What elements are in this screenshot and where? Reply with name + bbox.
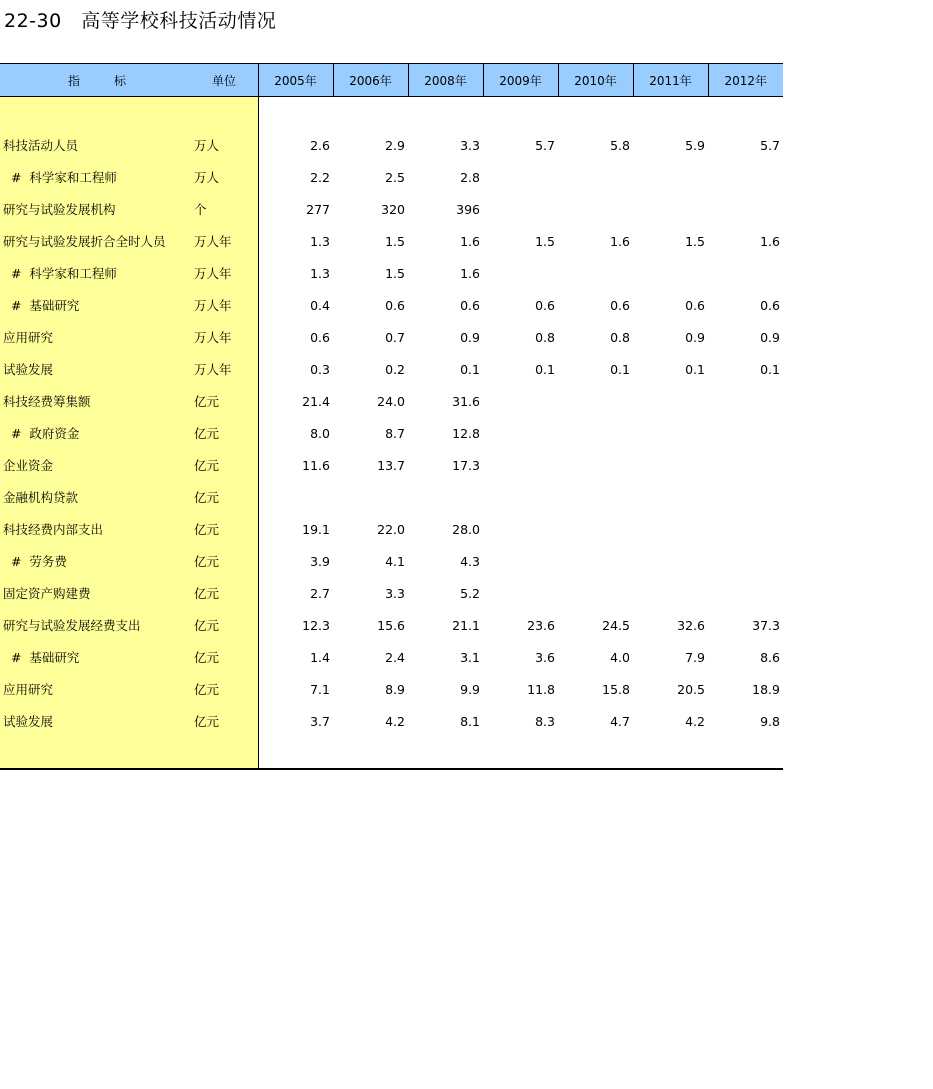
value-cell: 1.6 xyxy=(610,233,630,249)
unit-cell: 亿元 xyxy=(192,641,258,673)
value-cell: 1.6 xyxy=(460,265,480,281)
value-cell xyxy=(558,481,633,513)
value-cell: 1.5 xyxy=(535,233,555,249)
value-cell: 8.9 xyxy=(385,681,405,697)
value-cell xyxy=(633,161,708,193)
value-cell xyxy=(708,481,783,513)
value-cell: 5.9 xyxy=(685,137,705,153)
header-row xyxy=(0,64,783,97)
value-cell: 2.9 xyxy=(385,137,405,153)
value-cell xyxy=(633,193,708,225)
value-cell: 17.3 xyxy=(452,457,480,473)
table-row xyxy=(0,641,783,673)
value-cell: 0.8 xyxy=(535,329,555,345)
table-row xyxy=(0,129,783,161)
value-cell xyxy=(708,513,783,545)
unit-cell: 万人年 xyxy=(192,225,258,257)
year-header: 2006年 xyxy=(333,64,408,97)
value-cell xyxy=(708,417,783,449)
table-row xyxy=(0,705,783,737)
value-cell: 0.7 xyxy=(385,329,405,345)
value-cell: 1.5 xyxy=(385,265,405,281)
value-cell xyxy=(483,193,558,225)
value-cell: 3.6 xyxy=(535,649,555,665)
value-cell xyxy=(483,513,558,545)
table-row xyxy=(0,449,783,481)
value-cell: 2.7 xyxy=(310,585,330,601)
value-cell: 12.8 xyxy=(452,425,480,441)
value-cell: 4.7 xyxy=(610,713,630,729)
value-cell: 23.6 xyxy=(527,617,555,633)
value-cell: 0.4 xyxy=(310,297,330,313)
value-cell xyxy=(558,577,633,609)
value-cell xyxy=(483,545,558,577)
value-cell: 15.8 xyxy=(602,681,630,697)
table-row xyxy=(0,513,783,545)
value-cell: 28.0 xyxy=(452,521,480,537)
indicator-name: # 科学家和工程师 xyxy=(0,161,192,193)
indicator-name: 科技活动人员 xyxy=(0,129,192,161)
value-cell: 320 xyxy=(381,201,405,217)
value-cell xyxy=(558,257,633,289)
value-cell xyxy=(633,385,708,417)
value-cell: 8.3 xyxy=(535,713,555,729)
value-cell xyxy=(483,449,558,481)
indicator-name: 研究与试验发展机构 xyxy=(0,193,192,225)
table-row xyxy=(0,577,783,609)
value-cell: 0.6 xyxy=(685,297,705,313)
value-cell: 8.7 xyxy=(385,425,405,441)
value-cell xyxy=(708,161,783,193)
unit-cell: 亿元 xyxy=(192,417,258,449)
value-cell: 0.1 xyxy=(535,361,555,377)
value-cell: 2.5 xyxy=(385,169,405,185)
unit-cell: 亿元 xyxy=(192,449,258,481)
value-cell: 0.6 xyxy=(760,297,780,313)
unit-cell: 万人年 xyxy=(192,257,258,289)
value-cell: 4.2 xyxy=(685,713,705,729)
value-cell: 31.6 xyxy=(452,393,480,409)
table-row xyxy=(0,193,783,225)
value-cell: 5.7 xyxy=(760,137,780,153)
value-cell: 12.3 xyxy=(302,617,330,633)
table-row xyxy=(0,417,783,449)
value-cell: 0.1 xyxy=(460,361,480,377)
unit-cell: 亿元 xyxy=(192,513,258,545)
value-cell xyxy=(633,449,708,481)
table-row xyxy=(0,161,783,193)
value-cell: 21.4 xyxy=(302,393,330,409)
value-cell: 0.1 xyxy=(760,361,780,377)
indicator-name: 固定资产购建费 xyxy=(0,577,192,609)
value-cell: 0.6 xyxy=(310,329,330,345)
indicator-name: # 科学家和工程师 xyxy=(0,257,192,289)
value-cell: 3.7 xyxy=(310,713,330,729)
unit-cell: 个 xyxy=(192,193,258,225)
value-cell: 0.2 xyxy=(385,361,405,377)
year-header: 2005年 xyxy=(258,64,333,97)
value-cell: 8.6 xyxy=(760,649,780,665)
value-cell xyxy=(408,481,483,513)
value-cell: 0.6 xyxy=(610,297,630,313)
value-cell xyxy=(633,481,708,513)
value-cell xyxy=(483,481,558,513)
value-cell xyxy=(633,257,708,289)
value-cell: 0.9 xyxy=(685,329,705,345)
value-cell xyxy=(558,545,633,577)
value-cell: 0.3 xyxy=(310,361,330,377)
table-row xyxy=(0,385,783,417)
value-cell: 1.6 xyxy=(760,233,780,249)
value-cell: 15.6 xyxy=(377,617,405,633)
indicator-name: 科技经费筹集额 xyxy=(0,385,192,417)
value-cell: 19.1 xyxy=(302,521,330,537)
value-cell xyxy=(708,385,783,417)
unit-cell: 万人 xyxy=(192,129,258,161)
value-cell xyxy=(558,161,633,193)
value-cell xyxy=(708,193,783,225)
spacer-row xyxy=(0,97,783,130)
value-cell xyxy=(483,417,558,449)
value-cell: 13.7 xyxy=(377,457,405,473)
table-row xyxy=(0,673,783,705)
value-cell: 1.6 xyxy=(460,233,480,249)
value-cell: 32.6 xyxy=(677,617,705,633)
value-cell: 1.4 xyxy=(310,649,330,665)
indicator-name: # 基础研究 xyxy=(0,289,192,321)
value-cell xyxy=(558,417,633,449)
value-cell: 24.0 xyxy=(377,393,405,409)
value-cell: 3.1 xyxy=(460,649,480,665)
unit-cell: 亿元 xyxy=(192,577,258,609)
indicator-name: 应用研究 xyxy=(0,321,192,353)
unit-cell: 万人年 xyxy=(192,321,258,353)
indicator-header-b: 标 xyxy=(114,73,127,88)
value-cell: 1.5 xyxy=(685,233,705,249)
unit-header: 单位 xyxy=(192,64,258,97)
table-row xyxy=(0,481,783,513)
table-row xyxy=(0,353,783,385)
page-title: 22-30 高等学校科技活动情况 xyxy=(4,10,277,32)
value-cell xyxy=(483,257,558,289)
indicator-header-a: 指 xyxy=(68,73,81,88)
value-cell: 5.8 xyxy=(610,137,630,153)
value-cell: 4.2 xyxy=(385,713,405,729)
value-cell: 4.3 xyxy=(460,553,480,569)
value-cell: 3.3 xyxy=(460,137,480,153)
value-cell: 5.2 xyxy=(460,585,480,601)
value-cell: 396 xyxy=(456,201,480,217)
value-cell xyxy=(483,577,558,609)
value-cell: 18.9 xyxy=(752,681,780,697)
unit-cell: 万人 xyxy=(192,161,258,193)
value-cell xyxy=(558,513,633,545)
value-cell: 9.9 xyxy=(460,681,480,697)
value-cell: 0.8 xyxy=(610,329,630,345)
value-cell: 1.5 xyxy=(385,233,405,249)
table-row xyxy=(0,289,783,321)
year-header: 2010年 xyxy=(558,64,633,97)
indicator-name: 研究与试验发展折合全时人员 xyxy=(0,225,192,257)
unit-cell: 亿元 xyxy=(192,545,258,577)
unit-cell: 亿元 xyxy=(192,673,258,705)
value-cell: 0.9 xyxy=(760,329,780,345)
data-sheet xyxy=(0,63,783,770)
value-cell: 0.1 xyxy=(685,361,705,377)
value-cell: 0.6 xyxy=(535,297,555,313)
value-cell xyxy=(483,385,558,417)
value-cell: 4.0 xyxy=(610,649,630,665)
indicator-name: 试验发展 xyxy=(0,353,192,385)
value-cell: 8.1 xyxy=(460,713,480,729)
year-header: 2009年 xyxy=(483,64,558,97)
indicator-name: 试验发展 xyxy=(0,705,192,737)
table-row xyxy=(0,225,783,257)
value-cell xyxy=(633,417,708,449)
value-cell: 11.8 xyxy=(527,681,555,697)
value-cell: 4.1 xyxy=(385,553,405,569)
value-cell: 3.3 xyxy=(385,585,405,601)
value-cell xyxy=(558,193,633,225)
value-cell: 2.8 xyxy=(460,169,480,185)
value-cell: 20.5 xyxy=(677,681,705,697)
value-cell: 9.8 xyxy=(760,713,780,729)
value-cell xyxy=(633,577,708,609)
unit-cell: 万人年 xyxy=(192,289,258,321)
unit-cell: 亿元 xyxy=(192,705,258,737)
indicator-name: 科技经费内部支出 xyxy=(0,513,192,545)
value-cell: 11.6 xyxy=(302,457,330,473)
statistics-table xyxy=(0,63,783,770)
indicator-name: # 基础研究 xyxy=(0,641,192,673)
value-cell: 3.9 xyxy=(310,553,330,569)
indicator-name: 应用研究 xyxy=(0,673,192,705)
value-cell: 277 xyxy=(306,201,330,217)
value-cell xyxy=(708,449,783,481)
value-cell: 0.1 xyxy=(610,361,630,377)
value-cell: 2.4 xyxy=(385,649,405,665)
value-cell xyxy=(633,545,708,577)
value-cell: 2.6 xyxy=(310,137,330,153)
value-cell xyxy=(633,513,708,545)
indicator-name: # 劳务费 xyxy=(0,545,192,577)
value-cell: 8.0 xyxy=(310,425,330,441)
indicator-header xyxy=(0,64,192,97)
unit-cell: 亿元 xyxy=(192,385,258,417)
value-cell: 7.9 xyxy=(685,649,705,665)
unit-cell: 亿元 xyxy=(192,481,258,513)
unit-cell: 亿元 xyxy=(192,609,258,641)
spacer-row xyxy=(0,737,783,769)
unit-cell: 万人年 xyxy=(192,353,258,385)
value-cell: 24.5 xyxy=(602,617,630,633)
value-cell: 37.3 xyxy=(752,617,780,633)
value-cell: 2.2 xyxy=(310,169,330,185)
value-cell: 0.6 xyxy=(460,297,480,313)
indicator-name: 金融机构贷款 xyxy=(0,481,192,513)
value-cell: 5.7 xyxy=(535,137,555,153)
value-cell: 1.3 xyxy=(310,265,330,281)
year-header: 2011年 xyxy=(633,64,708,97)
year-header: 2008年 xyxy=(408,64,483,97)
table-row xyxy=(0,609,783,641)
value-cell xyxy=(258,481,333,513)
value-cell: 7.1 xyxy=(310,681,330,697)
table-row xyxy=(0,321,783,353)
value-cell xyxy=(558,449,633,481)
year-header: 2012年 xyxy=(708,64,783,97)
indicator-name: # 政府资金 xyxy=(0,417,192,449)
value-cell: 0.6 xyxy=(385,297,405,313)
value-cell xyxy=(483,161,558,193)
value-cell: 0.9 xyxy=(460,329,480,345)
value-cell xyxy=(708,545,783,577)
indicator-name: 研究与试验发展经费支出 xyxy=(0,609,192,641)
value-cell: 22.0 xyxy=(377,521,405,537)
value-cell xyxy=(558,385,633,417)
indicator-name: 企业资金 xyxy=(0,449,192,481)
value-cell: 21.1 xyxy=(452,617,480,633)
value-cell: 1.3 xyxy=(310,233,330,249)
value-cell xyxy=(333,481,408,513)
value-cell xyxy=(708,577,783,609)
value-cell xyxy=(708,257,783,289)
table-row xyxy=(0,545,783,577)
table-row xyxy=(0,257,783,289)
